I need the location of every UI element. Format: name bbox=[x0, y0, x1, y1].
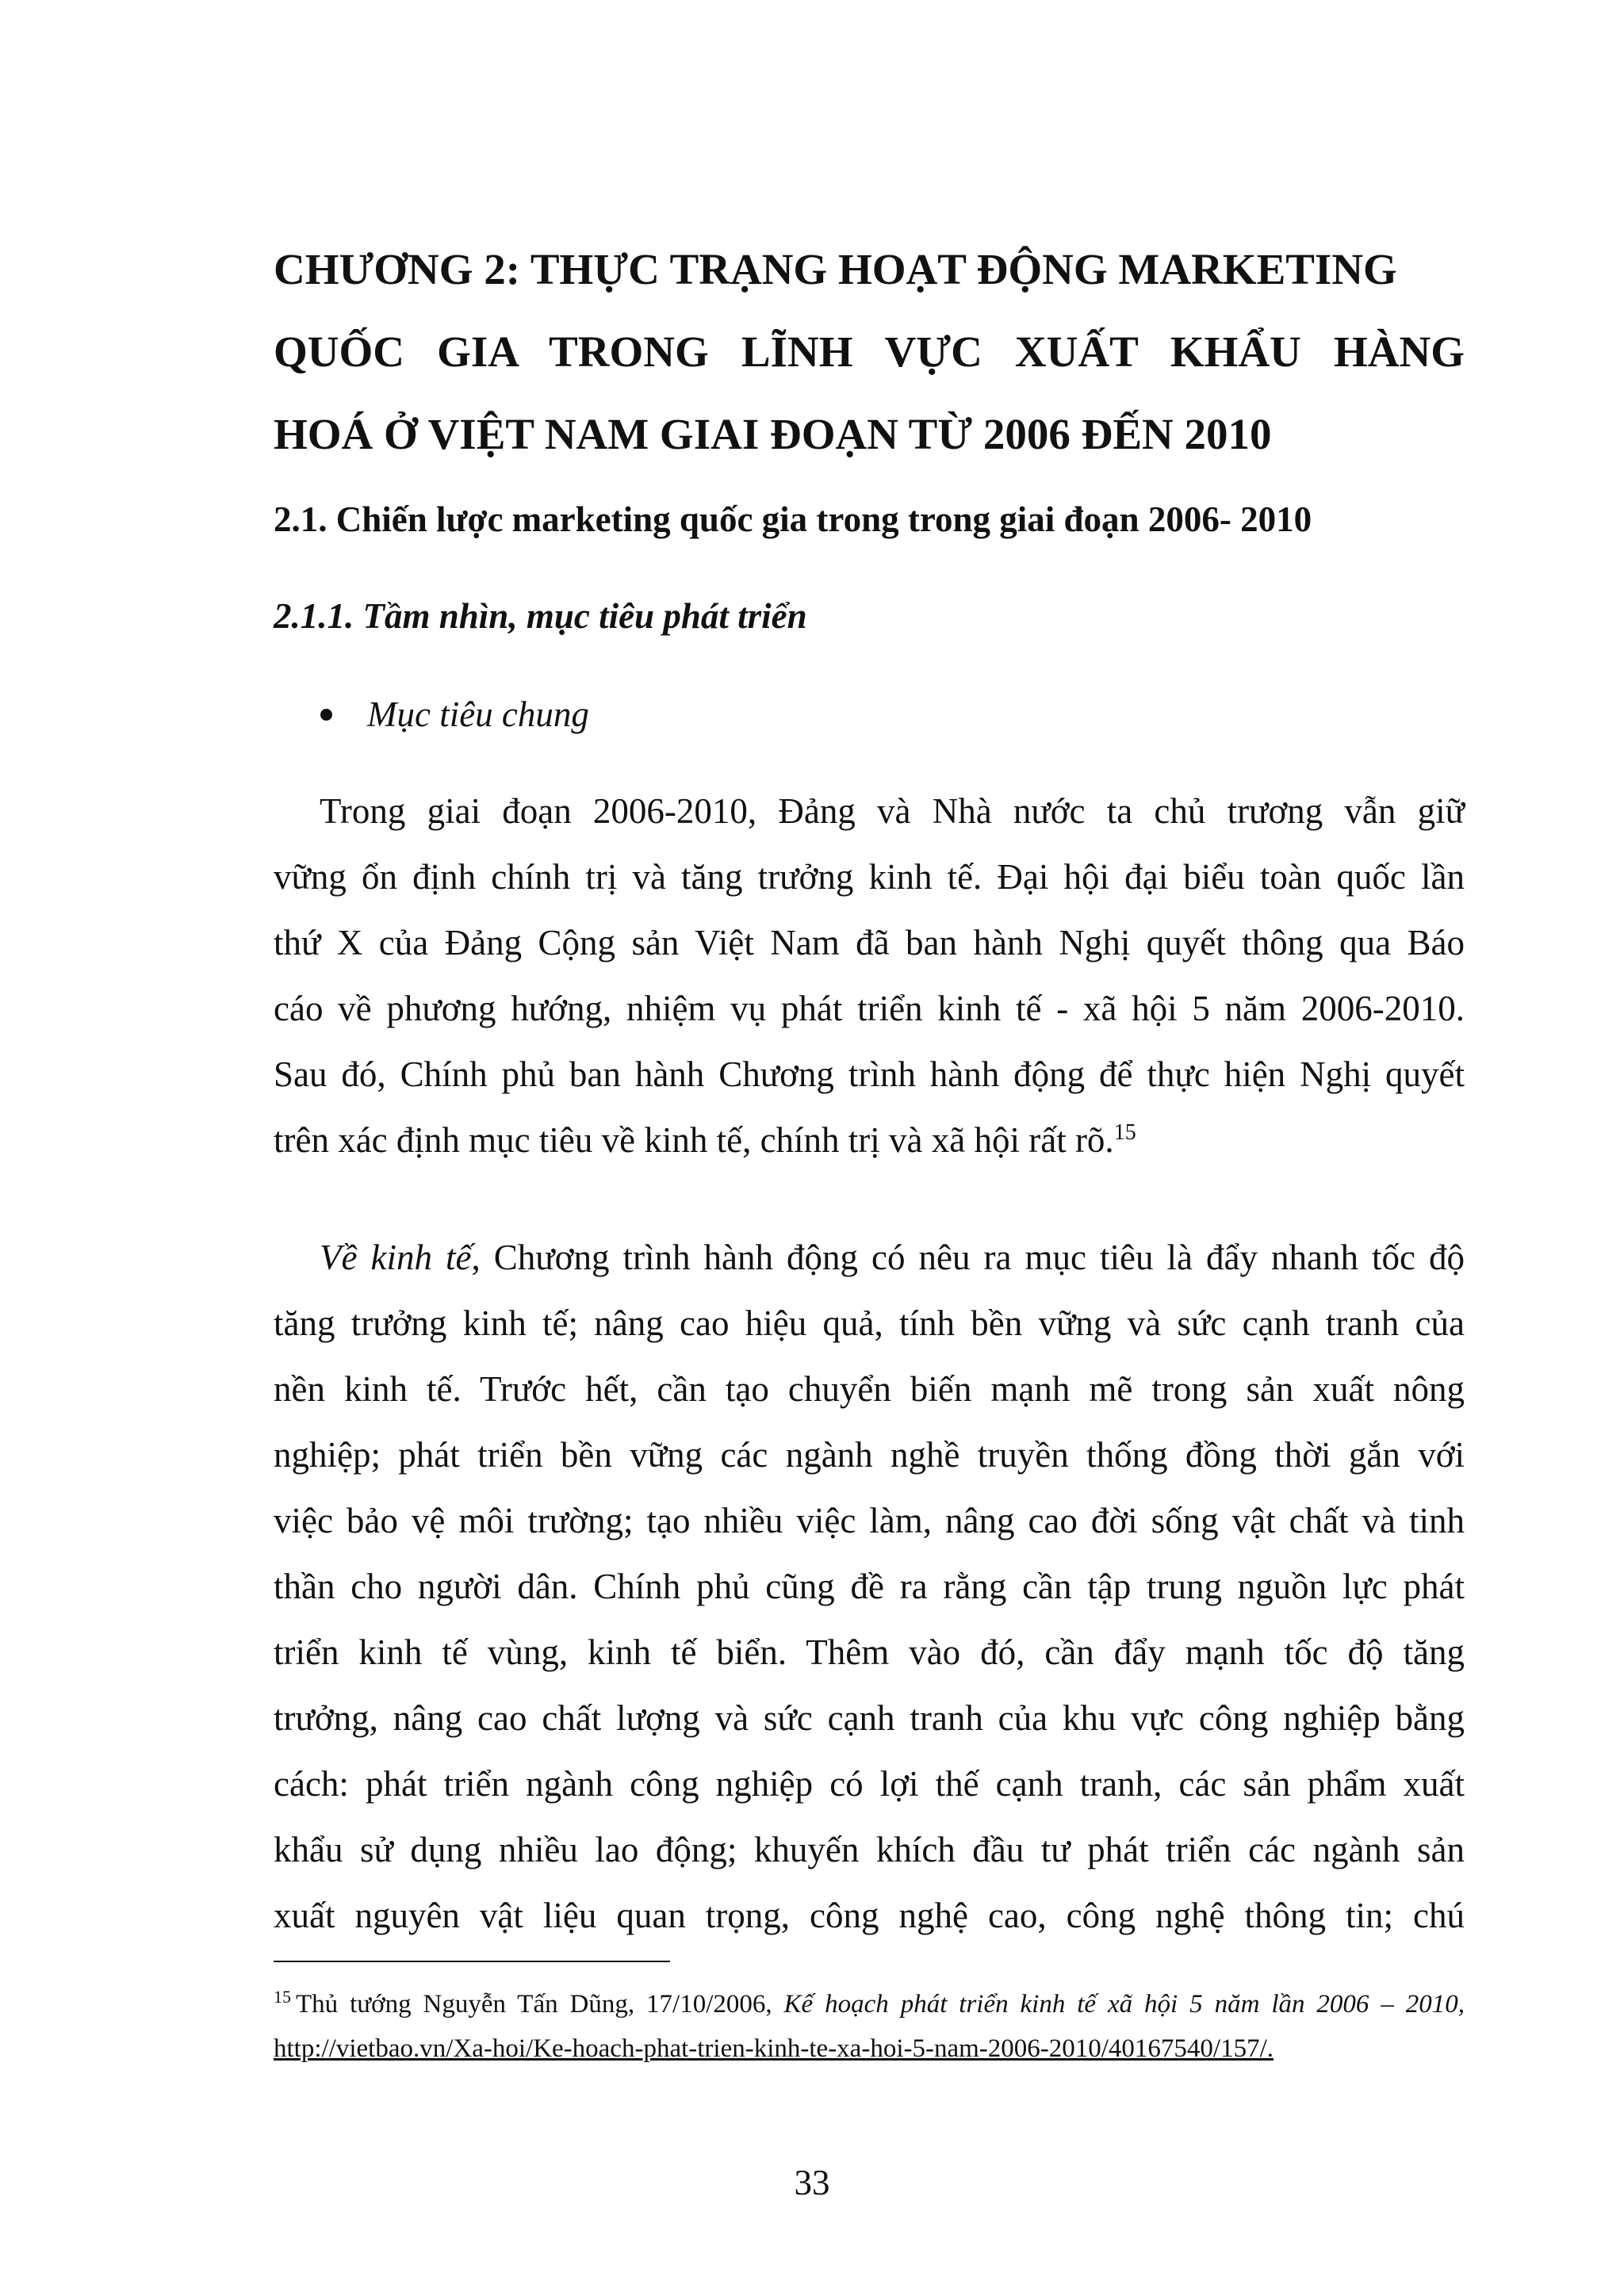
chapter-title-line-3: HOÁ Ở VIỆT NAM GIAI ĐOẠN TỪ 2006 ĐẾN 2010 bbox=[274, 410, 1272, 458]
footnote bbox=[274, 1982, 1465, 2071]
paragraph-2-lead-italic: Về kinh tế bbox=[320, 1238, 472, 1277]
paragraph-2 bbox=[274, 1225, 1465, 1949]
footnote-text: Thủ tướng Nguyễn Tấn Dũng, 17/10/2006, bbox=[296, 1990, 784, 2019]
footnote-link[interactable]: http://vietbao.vn/Xa-hoi/Ke-hoach-phat-trien-kinh-te-xa-hoi-5-nam-2006-2010/40167540/157/. bbox=[274, 2034, 1274, 2063]
chapter-title bbox=[274, 228, 1465, 476]
footnote-line-2 bbox=[274, 2026, 1465, 2071]
paragraph-1 bbox=[274, 779, 1465, 1173]
paragraph-2-line: thần cho người dân. Chính phủ cũng đề ra rằng cần tập trung nguồn lực phát bbox=[274, 1567, 1465, 1606]
footnote-number: 15 bbox=[274, 1987, 291, 2007]
paragraph-2-line: tăng trưởng kinh tế; nâng cao hiệu quả, tính bền vững và sức cạnh tranh của bbox=[274, 1303, 1465, 1343]
subsection-heading: 2.1.1. Tầm nhìn, mục tiêu phát triển bbox=[274, 596, 807, 636]
paragraph-2-line: triển kinh tế vùng, kinh tế biển. Thêm vào đó, cần đẩy mạnh tốc độ tăng bbox=[274, 1632, 1465, 1672]
paragraph-1-last-line bbox=[274, 1108, 1465, 1173]
paragraph-2-line: xuất nguyên vật liệu quan trọng, công nghệ cao, công nghệ thông tin; chú bbox=[274, 1896, 1465, 1935]
paragraph-1-line: vững ổn định chính trị và tăng trưởng kinh tế. Đại hội đại biểu toàn quốc lần bbox=[274, 857, 1465, 897]
paragraph-1-line: Sau đó, Chính phủ ban hành Chương trình hành động để thực hiện Nghị quyết bbox=[274, 1054, 1465, 1094]
footnote-italic-title: Kế hoạch phát triển kinh tế xã hội 5 năm lần 2006 – 2010, bbox=[783, 1990, 1465, 2019]
chapter-title-line-2: QUỐC GIA TRONG LĨNH VỰC XUẤT KHẨU HÀNG bbox=[274, 327, 1465, 376]
page-number: 33 bbox=[794, 2163, 830, 2202]
bullet-label: Mục tiêu chung bbox=[367, 695, 589, 734]
paragraph-2-line: nghiệp; phát triển bền vững các ngành nghề truyền thống đồng thời gắn với bbox=[274, 1435, 1465, 1475]
section-heading: 2.1. Chiến lược marketing quốc gia trong trong giai đoạn 2006- 2010 bbox=[274, 499, 1312, 539]
paragraph-2-line: khẩu sử dụng nhiều lao động; khuyến khích đầu tư phát triển các ngành sản bbox=[274, 1830, 1465, 1869]
paragraph-2-first-line-rest: , Chương trình hành động có nêu ra mục tiêu là đẩy nhanh tốc độ bbox=[471, 1238, 1465, 1277]
paragraph-1-line: Trong giai đoạn 2006-2010, Đảng và Nhà nước ta chủ trương vẫn giữ bbox=[320, 791, 1465, 831]
paragraph-2-line: cách: phát triển ngành công nghiệp có lợi thế cạnh tranh, các sản phẩm xuất bbox=[274, 1764, 1465, 1804]
paragraph-1-line: thứ X của Đảng Cộng sản Việt Nam đã ban hành Nghị quyết thông qua Báo bbox=[274, 923, 1465, 962]
footnote-divider bbox=[274, 1961, 670, 1962]
paragraph-2-line: trưởng, nâng cao chất lượng và sức cạnh tranh của khu vực công nghiệp bằng bbox=[274, 1698, 1465, 1738]
footnote-reference[interactable]: 15 bbox=[1113, 1120, 1136, 1145]
paragraph-1-line-text: trên xác định mục tiêu về kinh tế, chính trị và xã hội rất rõ. bbox=[274, 1120, 1114, 1160]
paragraph-1-line: cáo về phương hướng, nhiệm vụ phát triển kinh tế - xã hội 5 năm 2006-2010. bbox=[274, 989, 1465, 1028]
bullet-item bbox=[320, 687, 589, 742]
bullet-dot-icon bbox=[320, 709, 332, 721]
paragraph-2-first-line bbox=[274, 1225, 1465, 1291]
footnote-line-1 bbox=[274, 1982, 1465, 2026]
chapter-title-line-1: CHƯƠNG 2: THỰC TRẠNG HOẠT ĐỘNG MARKETING bbox=[274, 245, 1397, 293]
paragraph-2-line: việc bảo vệ môi trường; tạo nhiều việc làm, nâng cao đời sống vật chất và tinh bbox=[274, 1501, 1465, 1540]
paragraph-2-line: nền kinh tế. Trước hết, cần tạo chuyển biến mạnh mẽ trong sản xuất nông bbox=[274, 1369, 1465, 1409]
